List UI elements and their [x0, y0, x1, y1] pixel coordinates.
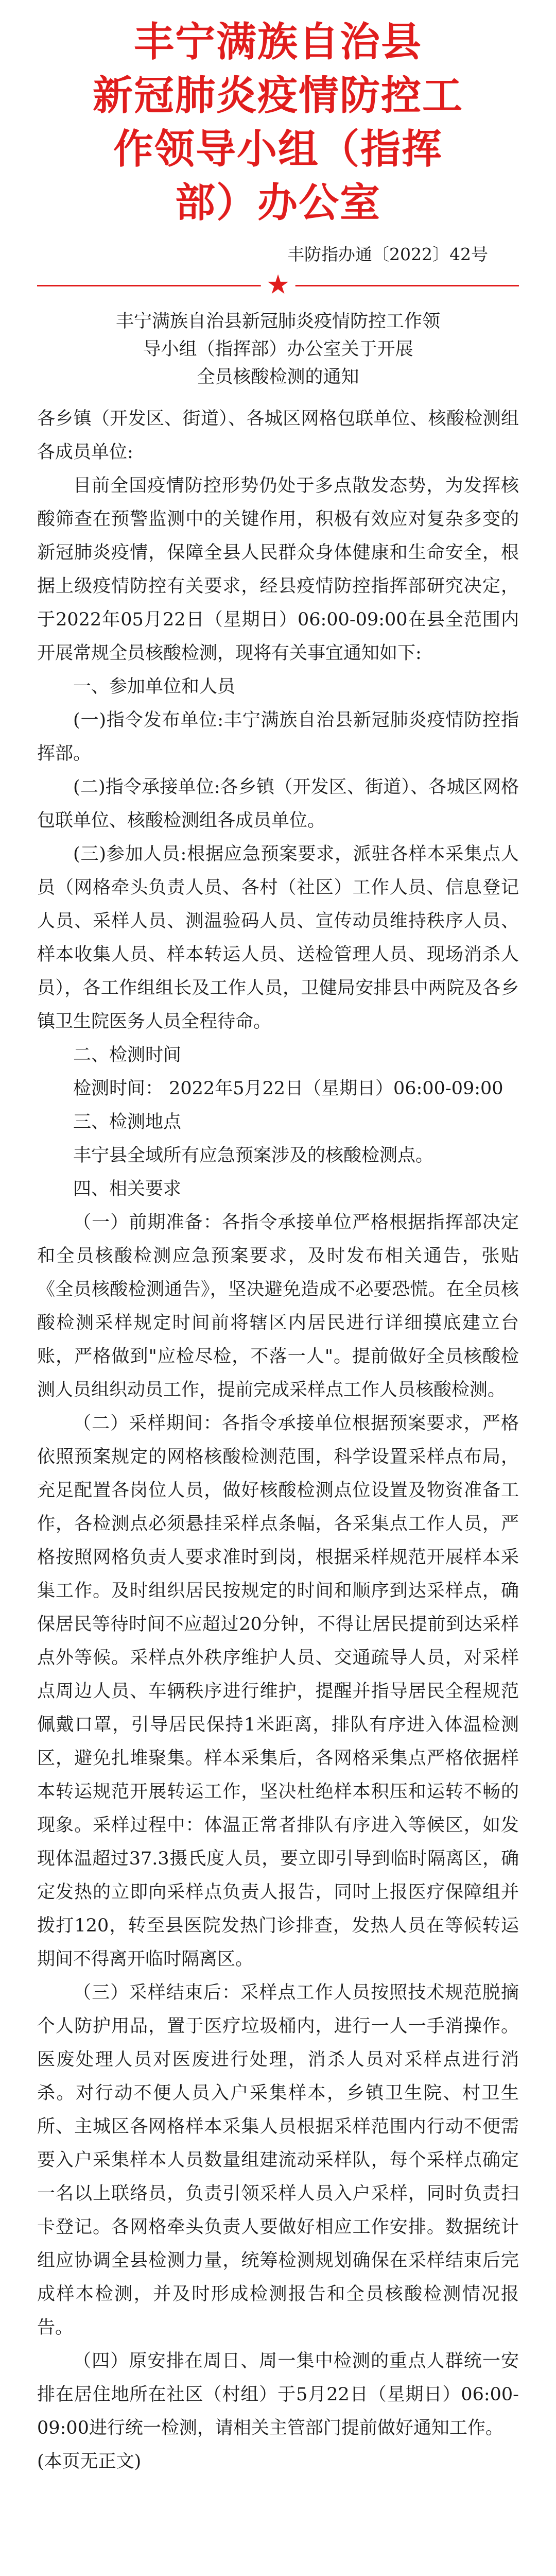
red-separator: [37, 269, 519, 300]
header-title-line-3: 作领导小组（指挥: [113, 126, 443, 173]
section-1-item-1: (一)指令发布单位:丰宁满族自治县新冠肺炎疫情防控指挥部。: [37, 710, 519, 764]
section-4-item-3: （三）采样结束后：采样点工作人员按照技术规范脱摘个人防护用品，置于医疗垃圾桶内，进行一人一手消操作。医废处理人员对医废进行处理，消杀人员对采样点进行消杀。对行动不便人员入户采集样本，乡镇卫生院、村卫生所、主城区各网格样本采集人员根据采样范围内行动不便需要入户采集样本人员数量组建流动采样队，每个采样点确定一名以上联络员，负责引领采样人员入户采样，同时负责扫卡登记。各网格牵头负责人要做好相应工作安排。数据统计组应协调全县检测力量，统筹检测规划确保在采样结束后完成样本检测，并及时形成检测报告和全员核酸检测情况报告。: [37, 1982, 519, 2338]
document-title: [37, 308, 519, 391]
header-title-line-4: 部）办公室: [175, 179, 381, 226]
header-title-line-2: 新冠肺炎疫情防控工: [92, 72, 463, 119]
intro-paragraph: 目前全国疫情防控形势仍处于多点散发态势，为发挥核酸筛查在预警监测中的关键作用，积极有效应对复杂多变的新冠肺炎疫情，保障全县人民群众身体健康和生命安全，根据上级疫情防控有关要求，经县疫情防控指挥部研究决定，于2022年05月22日（星期日）06:00-09:00在县全范围内开展常规全员核酸检测，现将有关事宜通知如下:: [37, 476, 519, 664]
section-1-item-3: (三)参加人员:根据应急预案要求，派驻各样本采集点人员（网格牵头负责人员、各村（社区）工作人员、信息登记人员、采样人员、测温验码人员、宣传动员维持秩序人员、样本收集人员、样本转运人员、送检管理人员、现场消杀人员），各工作组组长及工作人员，卫健局安排县中两院及各乡镇卫生院医务人员全程待命。: [37, 844, 519, 1032]
document-number: 丰防指办通〔2022〕42号: [287, 244, 488, 264]
document-header: [37, 15, 519, 230]
doc-title-line-2: 导小组（指挥部）办公室关于开展: [143, 339, 413, 360]
section-4-item-4: （四）原安排在周日、周一集中检测的重点人群统一安排在居住地所在社区（村组）于5月22日（星期日）06:00-09:00进行统一检测，请相关主管部门提前做好通知工作。: [37, 2351, 519, 2438]
document-body: [37, 402, 519, 2479]
doc-title-line-3: 全员核酸检测的通知: [197, 367, 359, 387]
header-title-line-1: 丰宁满族自治县: [133, 19, 422, 65]
section-2-heading: 二、检测时间: [73, 1045, 182, 1065]
section-3-heading: 三、检测地点: [73, 1112, 182, 1132]
doc-title-line-1: 丰宁满族自治县新冠肺炎疫情防控工作领: [115, 311, 440, 332]
red-star-icon: ★: [261, 269, 296, 300]
salutation: 各乡镇（开发区、街道）、各城区网格包联单位、核酸检测组各成员单位:: [37, 409, 519, 463]
section-2-text: 检测时间： 2022年5月22日（星期日）06:00-09:00: [73, 1078, 503, 1099]
section-4-heading: 四、相关要求: [73, 1179, 182, 1199]
section-4-item-2: （二）采样期间：各指令承接单位根据预案要求，严格依照预案规定的网格核酸检测范围，科学设置采样点布局，充足配置各岗位人员，做好核酸检测点位设置及物资准备工作，各检测点必须悬挂采样点条幅，各采集点工作人员，严格按照网格负责人要求准时到岗，根据采样规范开展样本采集工作。及时组织居民按规定的时间和顺序到达采样点，确保居民等待时间不应超过20分钟，不得让居民提前到达采样点外等候。采样点外秩序维护人员、交通疏导人员，对采样点周边人员、车辆秩序进行维护，提醒并指导居民全程规范佩戴口罩，引导居民保持1米距离，排队有序进入体温检测区，避免扎堆聚集。样本采集后，各网格采集点严格依据样本转运规范开展转运工作，坚决杜绝样本积压和运转不畅的现象。采样过程中：体温正常者排队有序进入等候区，如发现体温超过37.3摄氏度人员，要立即引导到临时隔离区，确定发热的立即向采样点负责人报告，同时上报医疗保障组并拨打120，转至县医院发热门诊排查，发热人员在等候转运期间不得离开临时隔离区。: [37, 1413, 519, 1970]
page-note: (本页无正文): [37, 2451, 142, 2472]
section-1-item-2: (二)指令承接单位:各乡镇（开发区、街道）、各城区网格包联单位、核酸检测组各成员单位。: [37, 777, 519, 831]
section-4-item-1: （一）前期准备：各指令承接单位严格根据指挥部决定和全员核酸检测应急预案要求，及时发布相关通告，张贴《全员核酸检测通告》，坚决避免造成不必要恐慌。在全员核酸检测采样规定时间前将辖区内居民进行详细摸底建立台账，严格做到"应检尽检，不落一人"。提前做好全员核酸检测人员组织动员工作，提前完成采样点工作人员核酸检测。: [37, 1212, 519, 1400]
section-3-text: 丰宁县全域所有应急预案涉及的核酸检测点。: [73, 1145, 434, 1166]
section-1-heading: 一、参加单位和人员: [73, 676, 236, 697]
